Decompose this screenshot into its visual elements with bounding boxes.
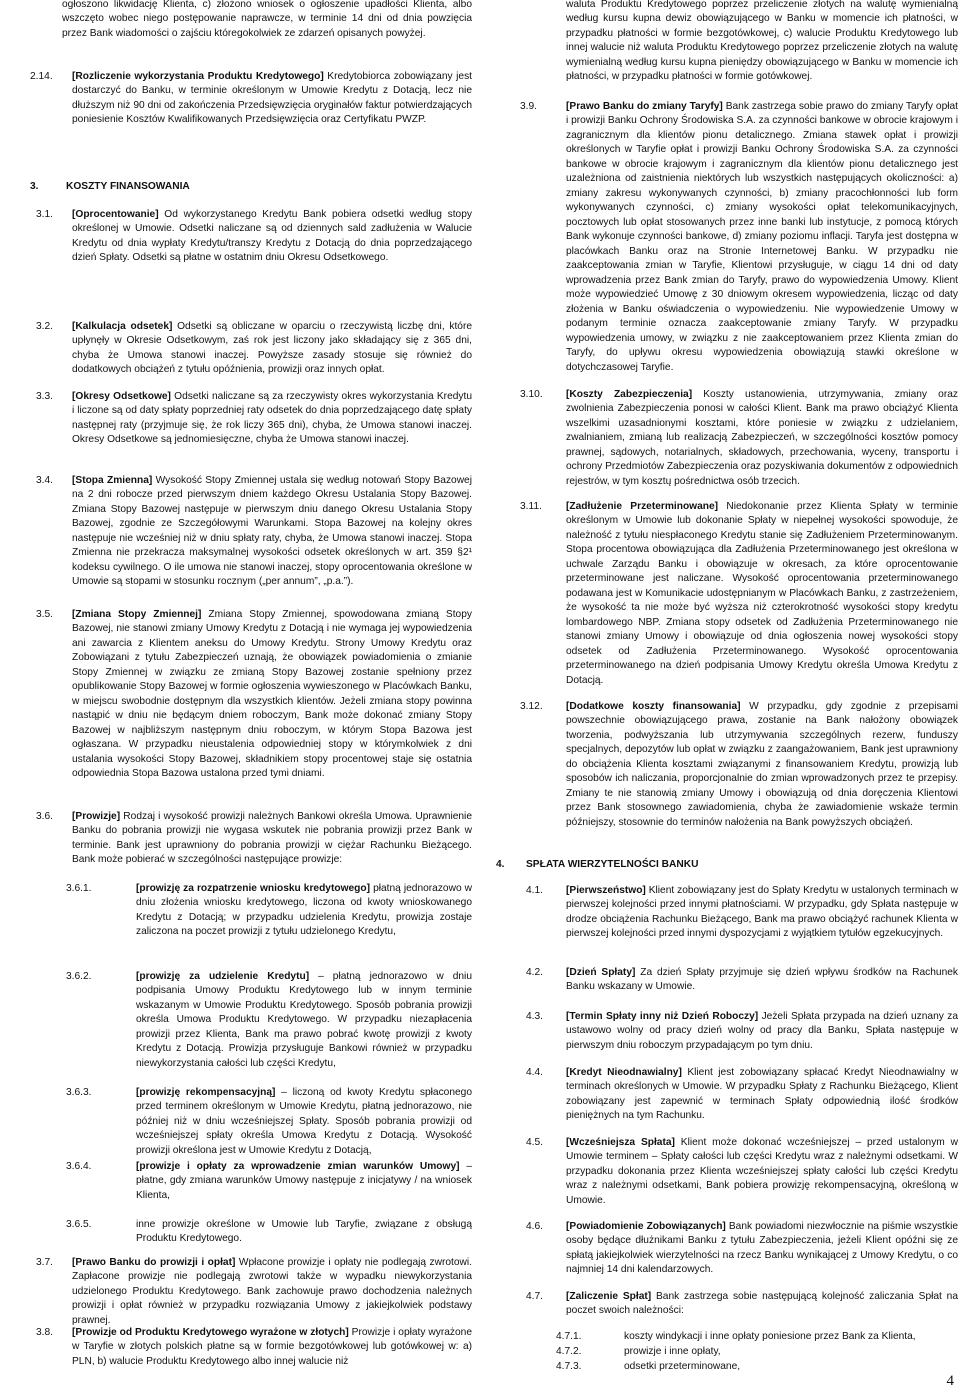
section-text [72,810,472,868]
section-text [566,1220,958,1278]
section-text [72,390,472,448]
section-body: inne prowizje określone w Umowie lub Taryfie, związane z obsługą Produktu Kredytowego. [136,1219,472,1245]
section-body: Klient jest zobowiązany spłacać Kredyt Nieodnawialny w terminach określonych w Umowie. W przypadku Spłaty z Rachunku Bieżącego, Klient zobowiązany jest zapewnić w terminach Spłaty odpowiednią ilość środków pieniężnych na tym Rachunku. [566,1067,958,1122]
section-title: [Kredyt Nieodnawialny] [566,1067,682,1078]
section-number: 3.9. [520,101,537,112]
section-number: 3.12. [520,701,543,712]
section-3-10 [520,388,958,489]
section-title: [Dodatkowe koszty finansowania] [566,701,741,712]
section-title: [Dzień Spłaty] [566,967,636,978]
section-number: 4.5. [526,1137,543,1148]
section-text [72,70,472,128]
page-number: 4 [946,1372,954,1389]
heading-number: 3. [30,181,39,192]
section-body: odsetki przeterminowane, [624,1361,741,1372]
section-number: 2.14. [30,71,53,82]
section-4-5 [526,1136,958,1208]
heading-4 [496,858,956,872]
section-4-7-2 [556,1345,958,1359]
section-3-6-1 [66,882,472,940]
section-body: prowizje i inne opłaty, [624,1346,721,1357]
section-3-6-2 [66,970,472,1071]
section-number: 4.7.1. [556,1331,582,1342]
section-body: Od wykorzystanego Kredytu Bank pobiera odsetki według stopy określonej w Umowie. Odsetki naliczane są od dziennych sald zadłużenia w Walucie Kredytu od dnia wypłaty Kredytu/transzy Kredytu z Dotacją do dnia poprzedzającego dzień Spłaty. Odsetki są płatne w ostatnim dniu Okresu Odsetkowego. [72,209,472,264]
section-title: [prowizję za udzielenie Kredytu] [136,971,310,982]
section-text [136,970,472,1071]
section-title: [Prawo Banku do prowizji i opłat] [72,1257,236,1268]
section-number: 3.8. [36,1327,53,1338]
section-text [566,884,958,942]
section-3-8 [36,1326,472,1369]
section-title: [Prowizje] [72,811,121,822]
right-intro-paragraph: waluta Produktu Kredytowego poprzez przeliczenie złotych na walutę wymienialną według kursu kupna dewiz obowiązującego w Banku w momencie ich płatności, w przypadku płatności w formie bezgotówkowej, c) walucie Produktu Kredytowego lub innej walucie niż waluta Produktu Kredytowego poprzez przeliczenie złotych na walutę wymienialną według kursu kupna pieniędzy obowiązującego w Banku w momencie ich płatności, w przypadku płatności w formie gotówkowej. [566,0,958,83]
section-4-7 [526,1290,958,1319]
section-title: [Okresy Odsetkowe] [72,391,171,402]
section-4-4 [526,1066,958,1124]
section-number: 4.7. [526,1291,543,1302]
heading-number: 4. [496,859,505,870]
section-number: 3.6.2. [66,971,92,982]
section-number: 4.7.3. [556,1361,582,1372]
section-body: Zmiana Stopy Zmiennej, spowodowana zmianą Stopy Bazowej, nie stanowi zmiany Umowy Kredytu z Dotacją i nie wymaga jej wypowiedzenia ani zawarcia z Klientem aneksu do Umowy Kredytu. Strony Umowy Kredytu oraz Zobowiązani z tytułu Zabezpieczeń uznają, że obowiązek powiadomienia o zmianie Stopy Zmiennej w związku ze zmianą Stopy Bazowej zostanie spełniony przez opublikowanie Stopy Bazowej w formie ogłoszenia wywieszonego w Placówkach Banku, w miejscu swobodnie dostępnym dla wszystkich klientów. Jeżeli zmiana stopy powinna nastąpić w dniu nie będącym dniem roboczym, Bank może dokonać zmiany Stopy Bazowej w najbliższym następnym dniu roboczym, w którym Stopa Bazowa jest ogłaszana. W przypadku nieustalenia odpowiedniej stopy w którymkolwiek z dni ustalania wysokości Stopy Bazowej, składnikiem stopy procentowej staje się ostatnia odpowiednia Stopa Bazowa ustalona przed tymi dniami. [72,609,472,780]
section-text [72,208,472,266]
section-title: [Zadłużenie Przeterminowane] [566,501,719,512]
section-body: Koszty ustanowienia, utrzymywania, zmiany oraz zwolnienia Zabezpieczenia ponosi w całości Klient. Bank ma prawo obciążyć Klienta wszelkimi uzasadnionymi kosztami, które poniesie w związku z udzielaniem, zwalnianiem, zmianą lub realizacją Zabezpieczeń, w szczególności kosztów pomocy prawnej, sądowych, notarialnych, składowych, przechowania, wyceny, transportu i ochrony Przedmiotów Zabezpieczenia oraz pozyskiwania dokumentów z odpowiednich rejestrów, w tym kosztų pośrednictwa osób trzecich. [566,389,959,487]
section-text [566,700,958,830]
section-body: Odsetki są obliczane w oparciu o rzeczywistą liczbę dni, które upłynęły w Okresie Odsetkowym, zaś rok jest liczony jako składający się z 365 dni, chyba że Umowa stanowi inaczej. Powyższe zasady stosuje się również do dodatkowych obciążeń z tytułu opóźnienia, prowizji oraz innych opłat. [72,321,472,376]
section-title: [Rozliczenie wykorzystania Produktu Kredytowego] [72,71,324,82]
section-text [136,1086,472,1158]
section-number: 3.6.1. [66,883,92,894]
section-body: Wpłacone prowizje i opłaty nie podlegają zwrotowi. Zapłacone prowizje nie podlegają zwrotowi także w wypadku niewykorzystania udzielonego Produktu Kredytowego. Bank zachowuje prawo dochodzenia należnych prowizji i opłat również w przypadku rozwiązania Umowy z jakiejkolwiek podstawy prawnej. [72,1257,472,1326]
section-body: Prowizje i opłaty wyrażone w Taryfie w złotych polskich płatne są w formie bezgotówkowej lub gotówkowej w: a) PLN, b) walucie Produktu Kredytowego albo innej walucie niż [72,1327,472,1367]
section-text [72,1326,472,1369]
section-3-6-5 [66,1218,472,1247]
section-4-7-1 [556,1330,958,1344]
section-title: [Prawo Banku do zmiany Taryfy] [566,101,723,112]
section-title: [Kalkulacja odsetek] [72,321,173,332]
section-body: Odsetki naliczane są za rzeczywisty okres wykorzystania Kredytu i liczone są od daty spłaty poprzedniej raty odsetek do dnia poprzedzającego datę spłaty następnej raty (przyjmuje się, że rok liczy 365 dni), chyba, że Umowa stanowi inaczej. Okresy Odsetkowe są jednomiesięczne, chyba że Umowa stanowi inaczej. [72,391,472,446]
section-title: [Stopa Zmienna] [72,475,153,486]
section-text [566,388,958,489]
section-title: [Termin Spłaty inny niż Dzień Roboczy] [566,1011,759,1022]
heading-title: KOSZTY FINANSOWANIA [66,181,190,192]
section-number: 3.7. [36,1257,53,1268]
section-body: Niedokonanie przez Klienta Spłaty w terminie określonym w Umowie lub dokonanie Spłaty w niepełnej wysokości spowoduje, że należność z tytułu niespłaconego Kredytu stanie się Zadłużeniem Przeterminowanym. Stopa procentowa obowiązująca dla Zadłużenia Przeterminowanego jest określona w uchwale Zarządu Banku i obowiązuje w okresach, za które oprocentowanie przeterminowane jest naliczane. Wysokość oprocentowania przeterminowanego podawana jest w Komunikacie udostępnianym w Placówkach Banku, z zastrzeżeniem, że wysokość ta nie może być wyższa niż czterokrotność wysokości stopy kredytu lombardowego NBP. Zmiana stopy odsetek od Zadłużenia Przeterminowanego nie stanowi zmiany Umowy i obowiązuje od dnia ogłoszenia nowej wysokości stopy odsetek od Zadłużenia Przeterminowanego. Wysokość oprocentowania przeterminowanego na dzień podpisania Umowy Kredytu określa Umowa Kredytu z Dotacją. [566,501,958,686]
section-number: 4.2. [526,967,543,978]
section-text [566,1010,958,1053]
section-title: [Oprocentowanie] [72,209,159,220]
section-3-7 [36,1256,472,1328]
section-number: 3.6.5. [66,1219,92,1230]
section-4-6 [526,1220,958,1278]
section-4-7-3 [556,1360,958,1374]
section-title: [prowizję za rozpatrzenie wniosku kredytowego] [136,883,371,894]
section-text [136,882,472,940]
section-3-6 [36,810,472,868]
section-3-1 [36,208,472,266]
section-number: 3.6.3. [66,1087,92,1098]
section-number: 3.3. [36,391,53,402]
section-body: Rodzaj i wysokość prowizji należnych Bankowi określa Umowa. Uprawnienie Banku do pobrania prowizji nie wygasa wskutek nie pobrania prowizji przez Bank w terminie. Bank jest uprawniony do pobrania prowizji w ciężar Rachunku Bieżącego. Bank może pobierać w szczególności następujące prowizje: [72,811,472,866]
section-body: Kredytobiorca zobowiązany jest dostarczyć do Banku, w terminie określonym w Umowie Kredytu z Dotacją, lecz nie dłuższym niż 90 dni od zakończenia Przedsięwzięcia oryginałów faktur potwierdzających poniesienie Kosztów Kwalifikowanych Przedsięwzięcia oraz Certyfikatu PWZP. [72,71,472,126]
section-text [72,608,472,782]
section-number: 3.5. [36,609,53,620]
section-number: 4.3. [526,1011,543,1022]
section-body: Klient może dokonać wcześniejszej – przed ustalonym w Umowie terminem – Spłaty całości lub części Kredytu wraz z należnymi odsetkami. W przypadku dokonania przez Klienta wcześniejszej spłaty całości lub części Kredytu wraz z należnymi odsetkami, Bank pobiera prowizję rekompensacyjną, określoną w Umowie. [566,1137,958,1206]
section-3-6-4 [66,1160,472,1203]
section-body: Za dzień Spłaty przyjmuje się dzień wpływu środków na Rachunek Banku wskazany w Umowie. [566,967,959,993]
section-number: 3.10. [520,389,543,400]
section-text [566,1290,958,1319]
section-body: Wysokość Stopy Zmiennej ustala się według notowań Stopy Bazowej na 2 dni robocze przed pierwszym dniem każdego Okresu Ustalania Stopy Bazowej. Zmiana Stopy Bazowej następuje w pierwszym dniu danego Okresu Ustalania Stopy Bazowej, zgodnie ze Szczegółowymi Warunkami. Stopa Bazowej na kolejny okres następuje nie wcześniej niż w dniu spłaty raty, chyba, że Umowa stanowi inaczej. Stopa Zmienna nie przekracza maksymalnej wysokości odsetek określonych w art. 359 §2¹ kodeksu cywilnego. O ile umowa nie stanowi inaczej, stopy oprocentowania określone w Umowie są stopami w stosunku rocznym („per annum”, „p.a.”). [72,475,472,588]
section-body: W przypadku, gdy zgodnie z przepisami powszechnie obowiązującego prawa, zostanie na Bank nałożony obowiązek tworzenia, podwyższania lub utrzymywania szczególnych rezerw, funduszy specjalnych, depozytów lub opłat w związku z zaangażowaniem, Bank jest uprawniony do obciążenia Klienta kosztami związanymi z finansowaniem Kredytu, prowizją lub sposobów ich naliczania, proporcjonalnie do zmian wprowadzonych przez te przepisy. Zmiany te nie stanowią zmiany Umowy i obowiązują od dnia doręczenia Klientowi przez Bank stosownego zawiadomienia, chyba że zawiadomienie wskaże termin późniejszy, stosownie do terminów nałożenia na Bank powyższych obciążeń. [566,701,958,828]
section-title: [prowizje i opłaty za wprowadzenie zmian warunków Umowy] [136,1161,460,1172]
section-3-6-3 [66,1086,472,1158]
section-3-3 [36,390,472,448]
section-text [72,474,472,590]
section-3-2 [36,320,472,378]
section-title: [Pierwszeństwo] [566,885,646,896]
section-2-14 [30,70,472,128]
section-title: [Zaliczenie Spłat] [566,1291,652,1302]
section-number: 3.4. [36,475,53,486]
section-4-2 [526,966,958,995]
section-number: 3.11. [520,501,542,512]
section-text [566,966,958,995]
section-4-1 [526,884,958,942]
section-body: Jeżeli Spłata przypada na dzień uznany za ustawowo wolny od pracy dzień wolny od pracy dla Banku, Spłata następuje w pierwszym dniu roboczym przypadającym po tym dniu. [566,1011,958,1051]
section-text [566,500,958,688]
section-3-12 [520,700,958,830]
section-number: 4.7.2. [556,1346,582,1357]
section-number: 4.1. [526,885,543,896]
section-body: płatną jednorazowo w dniu złożenia wniosku kredytowego, liczona od kwoty wnioskowanego Kredytu z Dotacją; w przypadku udzielenia Kredytu, prowizja zostaje zaliczona na poczet prowizji z tytułu udzielonego Kredytu, [136,883,473,938]
section-title: [Koszty Zabezpieczenia] [566,389,693,400]
section-body: – liczoną od kwoty Kredytu spłaconego przed terminem określonym w Umowie Kredytu, płatną jednorazowo, nie później niż w dniu wcześniejszej Spłaty. Sposób pobrania prowizji od wcześniejszej spłaty określa Umowa Kredytu z Dotacją. Wysokość prowizji określona jest w Umowie Kredytu z Dotacją, [136,1087,472,1156]
section-text [72,320,472,378]
section-title: [Powiadomienie Zobowiązanych] [566,1221,726,1232]
section-text [566,100,958,375]
section-body: Bank zastrzega sobie następującą kolejność zaliczania Spłat na poczet swoich należności: [566,1291,958,1317]
section-title: [Wcześniejsza Spłata] [566,1137,675,1148]
heading-3 [30,180,470,194]
section-number: 4.6. [526,1221,543,1232]
section-body: Bank zastrzega sobie prawo do zmiany Taryfy opłat i prowizji Banku Ochrony Środowiska S.A. za czynności bankowe w obrocie krajowym i zagranicznym dla klientów pionu detalicznego. Zmiana stawek opłat i prowizji określonych w Taryfie opłat i prowizji Banku Ochrony Środowiska S.A. za czynności bankowe w obrocie krajowym i zagranicznym dla klientów pionu detalicznego jest uzależniona od zaistnienia niektórych lub wszystkich następujących okoliczności: a) zmiany zakresu wykonywanych czynności, b) zmiany pracochłonności lub form wykonywanych czynności, c) zmiany wysokości opłat telekomunikacyjnych, pocztowych lub opłat stosowanych przez inne banki lub instytucje, z pomocą których Bank wykonuje czynności bankowe, d) zmiany poziomu inflacji. Taryfa jest dostępna w placówkach Banku oraz na Stronie Internetowej Banku. W przypadku nie zaakceptowania zmian w Taryfie, Klientowi przysługuje, w ciągu 14 dni od daty wprowadzenia przez Bank zmian do Taryfy, prawo do wypowiedzenia Umowy. Klient może wypowiedzieć Umowę z 30 dniowym okresem wypowiedzenia, licząc od daty złożenia w Banku oświadczenia o wypowiedzeniu. Nie wypowiedzenie Umowy w podanym terminie oznacza zaakceptowanie zmiany Taryfy. W przypadku wypowiedzenia umowy, w związku z nie zaakceptowaniem przez Klienta zmian do Taryfy, do upływu okresu wypowiedzenia obowiązują stawki określone w dotychczasowej Taryfie. [566,101,958,373]
section-3-4 [36,474,472,590]
section-text [72,1256,472,1328]
section-number: 4.4. [526,1067,543,1078]
section-text [136,1160,472,1203]
section-4-3 [526,1010,958,1053]
section-3-5 [36,608,472,782]
section-body: – płatne, gdy zmiana warunków Umowy następuje z inicjatywy / na wniosek Klienta, [136,1161,472,1201]
section-title: [Prowizje od Produktu Kredytowego wyrażone w złotych] [72,1327,349,1338]
section-number: 3.1. [36,209,53,220]
section-body: Klient zobowiązany jest do Spłaty Kredytu w ustalonych terminach w pierwszej kolejności przed innymi płatnościami. W przypadku, gdy Spłata następuje w drodze obciążenia Rachunku Bieżącego, Bank ma prawo obciążyć rachunek Klienta w pierwszej kolejności przed innymi dyspozycjami z wyjątkiem tytułów egzekucyjnych. [566,885,958,940]
heading-title: SPŁATA WIERZYTELNOŚCI BANKU [526,859,699,870]
section-body: koszty windykacji i inne opłaty poniesione przez Bank za Klienta, [624,1331,916,1342]
section-body: – płatną jednorazowo w dniu podpisania Umowy Produktu Kredytowego lub w innym terminie wskazanym w Umowie Produktu Kredytowego. Sposób pobrania prowizji określa Umowa Produktu Kredytowego. W przypadku niezapłacenia prowizji przez Klienta, Bank ma prawo pobrać kwotę prowizji z kwoty Kredytu z Dotacją. Prowizja przysługuje Bankowi również w przypadku niewykorzystania całości lub części Kredytu, [136,971,472,1069]
section-3-11 [520,500,958,688]
section-title: [prowizję rekompensacyjną] [136,1087,276,1098]
section-number: 3.6.4. [66,1161,92,1172]
section-number: 3.6. [36,811,53,822]
section-number: 3.2. [36,321,53,332]
section-title: [Zmiana Stopy Zmiennej] [72,609,202,620]
section-body: Bank powiadomi niezwłocznie na piśmie wszystkie osoby będące dłużnikami Banku z tytułu Zabezpieczenia, jeżeli Klient opóźni się ze spłatą jakiejkolwiek wierzytelności na rzecz Banku wynikającej z Umowy Kredytu, o co najmniej 14 dni kalendarzowych. [566,1221,959,1276]
section-text [566,1066,958,1124]
section-text [566,1136,958,1208]
left-intro-paragraph: ogłoszono likwidację Klienta, c) złożono wniosek o ogłoszenie upadłości Klienta, albo wszczęto wobec niego postępowanie naprawcze, w terminie 14 dni od dnia powzięcia przez Bank wiadomości o zajściu któregokolwiek ze zdarzeń opisanych powyżej. [62,0,472,39]
section-3-9 [520,100,958,375]
